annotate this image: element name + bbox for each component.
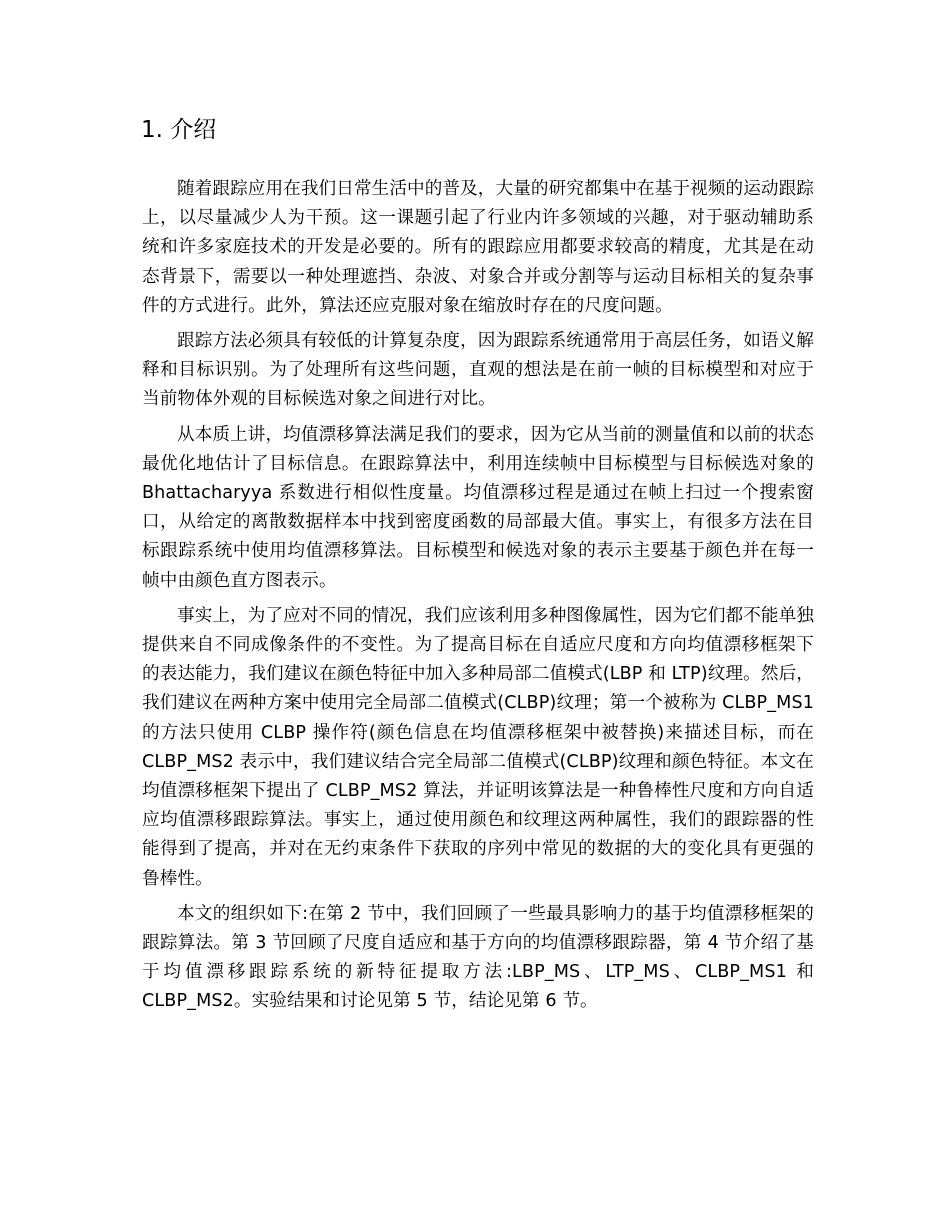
section-heading: 1. 介绍 bbox=[141, 117, 217, 143]
paragraph-proposal: 事实上，为了应对不同的情况，我们应该利用多种图像属性，因为它们都不能单独提供来自不同成像条件的不变性。为了提高目标在自适应尺度和方向均值漂移框架下的表达能力，我们建议在颜色特征中加入多种局部二值模式(LBP 和 LTP)纹理。然后，我们建议在两种方案中使用完全局部二值模式(CLBP)纹理；第一个被称为 CLBP_MS1 的方法只使用 CLBP 操作符(颜色信息在均值漂移框架中被替换)来描述目标，而在 CLBP_MS2 表示中，我们建议结合完全局部二值模式(CLBP)纹理和颜色特征。本文在均值漂移框架下提出了 CLBP_MS2 算法，并证明该算法是一种鲁棒性尺度和方向自适应均值漂移跟踪算法。事实上，通过使用颜色和纹理这两种属性，我们的跟踪器的性能得到了提高，并对在无约束条件下获取的序列中常见的数据的大的变化具有更强的鲁棒性。 bbox=[142, 605, 814, 889]
paragraph-complexity: 跟踪方法必须具有较低的计算复杂度，因为跟踪系统通常用于高层任务，如语义解释和目标识别。为了处理所有这些问题，直观的想法是在前一帧的目标模型和对应于当前物体外观的目标候选对象之间进行对比。 bbox=[142, 331, 814, 410]
section-body bbox=[142, 175, 814, 1023]
paragraph-intro-motivation: 随着跟踪应用在我们日常生活中的普及，大量的研究都集中在基于视频的运动跟踪上，以尽量减少人为干预。这一课题引起了行业内许多领域的兴趣，对于驱动辅助系统和许多家庭技术的开发是必要的。所有的跟踪应用都要求较高的精度，尤其是在动态背景下，需要以一种处理遮挡、杂波、对象合并或分割等与运动目标相关的复杂事件的方式进行。此外，算法还应克服对象在缩放时存在的尺度问题。 bbox=[142, 179, 814, 316]
paragraph-mean-shift: 从本质上讲，均值漂移算法满足我们的要求，因为它从当前的测量值和以前的状态最优化地估计了目标信息。在跟踪算法中，利用连续帧中目标模型与目标候选对象的 Bhattacharyya 系数进行相似性度量。均值漂移过程是通过在帧上扫过一个搜索窗口，从给定的离散数据样本中找到密度函数的局部最大值。事实上，有很多方法在目标跟踪系统中使用均值漂移算法。目标模型和候选对象的表示主要基于颜色并在每一帧中由颜色直方图表示。 bbox=[142, 424, 814, 591]
paragraph-organization: 本文的组织如下:在第 2 节中，我们回顾了一些最具影响力的基于均值漂移框架的跟踪算法。第 3 节回顾了尺度自适应和基于方向的均值漂移跟踪器，第 4 节介绍了基于均值漂移跟踪系统的新特征提取方法:LBP_MS、LTP_MS、CLBP_MS1 和 CLBP_MS2。实验结果和讨论见第 5 节，结论见第 6 节。 bbox=[142, 903, 814, 1012]
